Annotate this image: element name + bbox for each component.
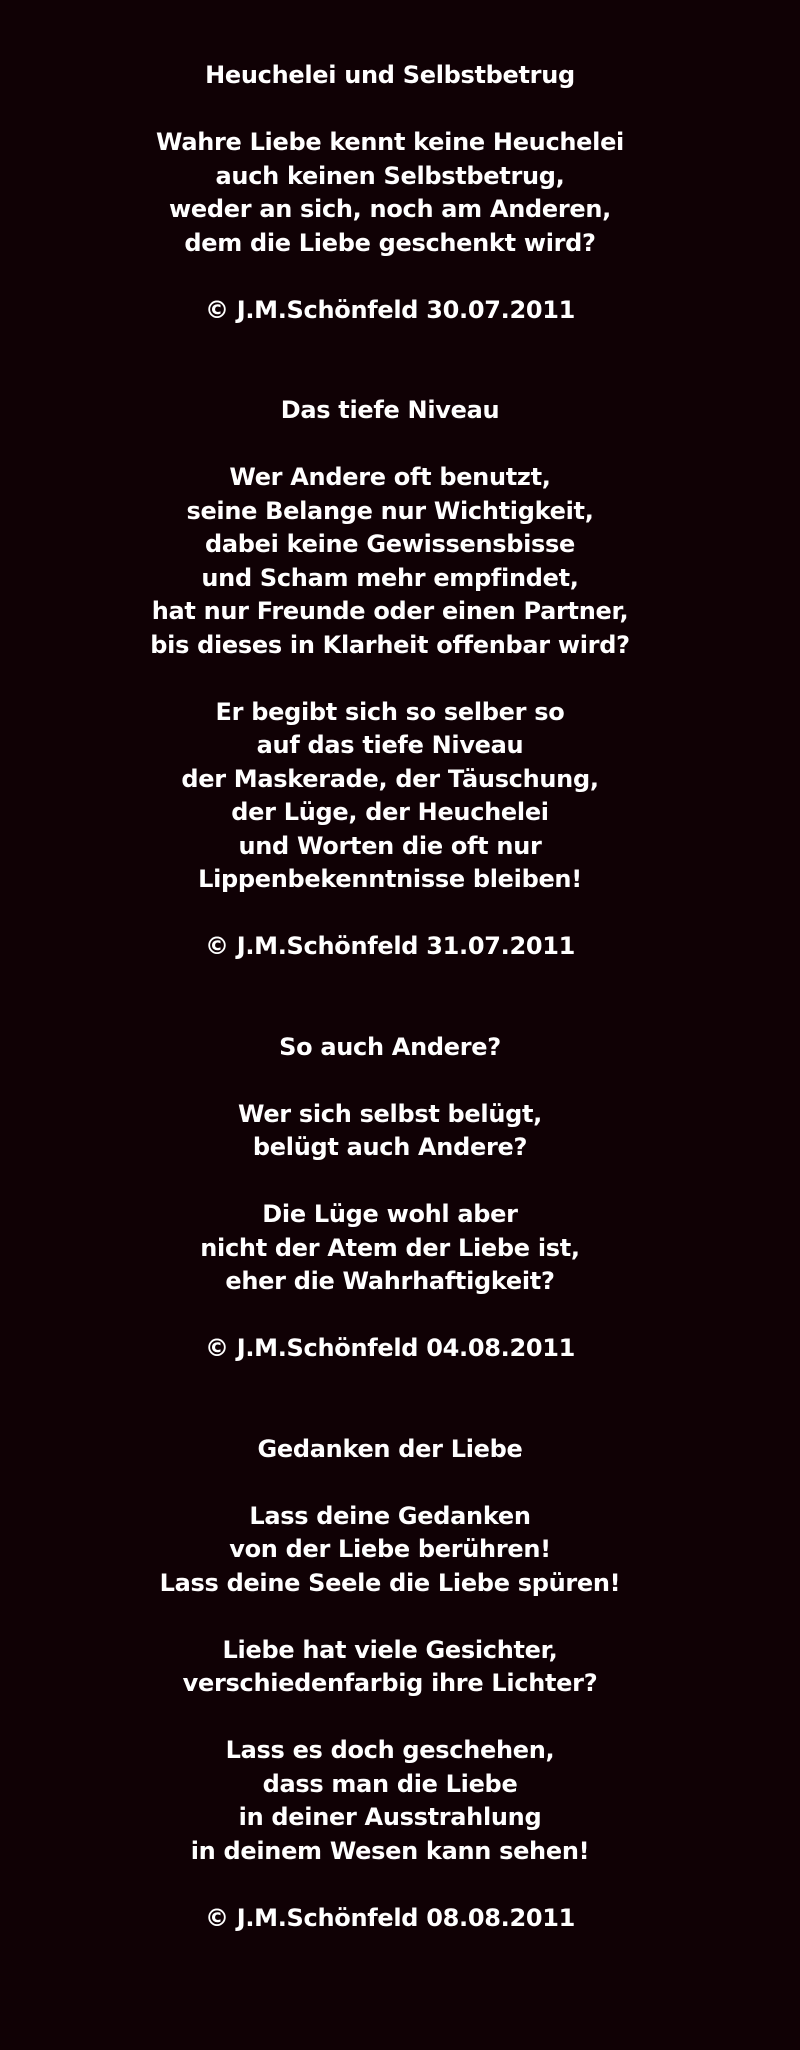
poem-line: Die Lüge wohl aber	[262, 1200, 518, 1228]
poem-line: auch keinen Selbstbetrug,	[215, 161, 565, 190]
poem-line: belügt auch Andere?	[252, 1133, 528, 1161]
poem-line: verschiedenfarbig ihre Lichter?	[182, 1669, 598, 1697]
poem-title: So auch Andere?	[279, 1032, 501, 1061]
poem-line: weder an sich, noch am Anderen,	[169, 195, 611, 223]
poem-line: Liebe hat viele Gesichter,	[222, 1635, 558, 1664]
poem-line: und Worten die oft nur	[238, 831, 542, 860]
poem-line: der Lüge, der Heuchelei	[231, 798, 549, 826]
poem-stanza	[0, 1098, 780, 1165]
poem-line: seine Belange nur Wichtigkeit,	[186, 496, 594, 525]
poem-line: auf das tiefe Niveau	[256, 731, 524, 759]
poem-line: Lippenbekenntnisse bleiben!	[198, 865, 582, 893]
poem-stanza	[0, 696, 780, 897]
poem	[0, 1031, 780, 1366]
poem	[0, 59, 780, 327]
poem-line: in deiner Ausstrahlung	[238, 1803, 542, 1831]
poem-attribution: © J.M.Schönfeld 31.07.2011	[204, 932, 576, 960]
poems-container	[0, 59, 780, 1935]
poem-stanza	[0, 1734, 780, 1868]
poem	[0, 1433, 780, 1936]
poem-line: dem die Liebe geschenkt wird?	[184, 228, 596, 257]
poem-line: Lass es doch geschehen,	[225, 1736, 555, 1764]
poem-stanza	[0, 1634, 780, 1701]
poem-line: Er begibt sich so selber so	[215, 697, 565, 726]
poem-line: Lass deine Seele die Liebe spüren!	[159, 1568, 621, 1597]
poem-title: Das tiefe Niveau	[280, 396, 500, 424]
poem-attribution: © J.M.Schönfeld 08.08.2011	[204, 1903, 576, 1932]
poem-line: nicht der Atem der Liebe ist,	[200, 1233, 580, 1262]
poem-line: Wahre Liebe kennt keine Heuchelei	[156, 128, 624, 156]
poem-line: eher die Wahrhaftigkeit?	[225, 1267, 555, 1295]
poem-attribution: © J.M.Schönfeld 30.07.2011	[204, 295, 576, 324]
poem-stanza	[0, 1500, 780, 1601]
poem-stanza	[0, 126, 780, 260]
poem-stanza	[0, 1198, 780, 1299]
poem-line: der Maskerade, der Täuschung,	[181, 764, 599, 793]
poem-line: von der Liebe berühren!	[229, 1535, 551, 1563]
poem-line: Lass deine Gedanken	[249, 1501, 531, 1530]
poem-title: Heuchelei und Selbstbetrug	[205, 61, 575, 89]
poem-line: dabei keine Gewissensbisse	[204, 530, 575, 558]
poem-line: und Scham mehr empfindet,	[201, 563, 579, 592]
poem-title: Gedanken der Liebe	[257, 1434, 523, 1463]
poem-line: bis dieses in Klarheit offenbar wird?	[150, 630, 630, 659]
poem-line: Wer Andere oft benutzt,	[229, 463, 551, 491]
poem-line: dass man die Liebe	[262, 1769, 518, 1798]
poem-line: Wer sich selbst belügt,	[238, 1099, 542, 1128]
poem-stanza	[0, 461, 780, 662]
poem-line: hat nur Freunde oder einen Partner,	[151, 597, 629, 625]
poem-line: in deinem Wesen kann sehen!	[190, 1836, 590, 1865]
poem	[0, 394, 780, 964]
poem-attribution: © J.M.Schönfeld 04.08.2011	[204, 1334, 576, 1362]
